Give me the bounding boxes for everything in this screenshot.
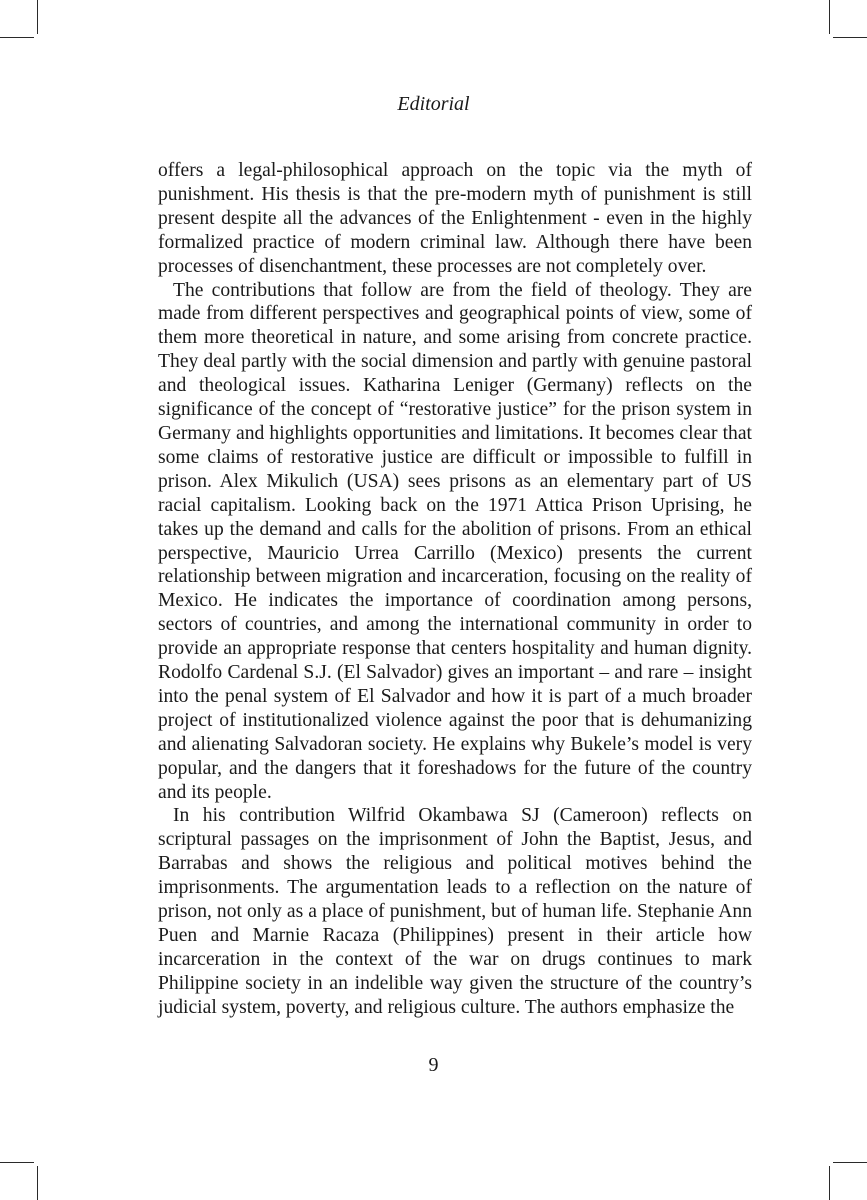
crop-mark-bottom-left-vertical: [37, 1166, 38, 1200]
crop-mark-bottom-right-horizontal: [833, 1162, 867, 1163]
crop-mark-bottom-left-horizontal: [0, 1162, 34, 1163]
crop-mark-top-right-vertical: [829, 0, 830, 34]
crop-mark-bottom-right-vertical: [829, 1166, 830, 1200]
paragraph-okambawa-contribution: In his contribution Wilfrid Okambawa SJ (Cameroon) reflects on scriptural passages on the imprisonment of John the Baptist, Jesus, and Barrabas and shows the religious and political motives behind the imprisonments. The argumentation leads to a reflection on the nature of prison, not only as a place of punishment, but of human life. Stephanie Ann Puen and Marnie Racaza (Philippines) present in their article how incarceration in the context of the war on drugs continues to mark Philippine society in an indelible way given the structure of the country’s judicial system, poverty, and religious culture. The authors emphasize the: [158, 805, 752, 1018]
crop-mark-top-left-vertical: [37, 0, 38, 34]
crop-mark-top-right-horizontal: [833, 37, 867, 38]
page-number: 9: [428, 1054, 439, 1076]
crop-mark-top-left-horizontal: [0, 37, 34, 38]
running-head-title: Editorial: [397, 93, 470, 115]
paragraph-theology-contributions: The contributions that follow are from the field of theology. They are made from different perspectives and geographical points of view, some of them more theoretical in nature, and some arising from concrete practice. They deal partly with the social dimension and partly with genuine pastoral and theological issues. Katharina Leniger (Germany) reflects on the significance of the concept of “restorative justice” for the prison system in Germany and highlights opportunities and limitations. It becomes clear that some claims of restorative justice are difficult or impossible to fulfill in prison. Alex Mikulich (USA) sees prisons as an elementary part of US racial capitalism. Looking back on the 1971 Attica Prison Uprising, he takes up the demand and calls for the abolition of prisons. From an ethical perspective, Mauricio Urrea Carrillo (Mexico) presents the current relationship between migration and incarceration, focusing on the reality of Mexico. He indicates the importance of coordination among persons, sectors of countries, and among the international community in order to provide an appropriate response that centers hospitality and human dignity. Rodolfo Cardenal S.J. (El Salvador) gives an important – and rare – insight into the penal system of El Salvador and how it is part of a much broader project of institutionalized violence against the poor that is dehumanizing and alienating Salvadoran society. He explains why Bukele’s model is very popular, and the dangers that it foreshadows for the future of the country and its people.: [158, 279, 752, 803]
paragraph-continued: offers a legal-philosophical approach on the topic via the myth of punishment. His thesis is that the pre-modern myth of punishment is still present despite all the advances of the Enlightenment - even in the highly formalized practice of modern criminal law. Although there have been processes of disenchantment, these processes are not completely over.: [158, 160, 752, 277]
body-text: [158, 159, 752, 1020]
